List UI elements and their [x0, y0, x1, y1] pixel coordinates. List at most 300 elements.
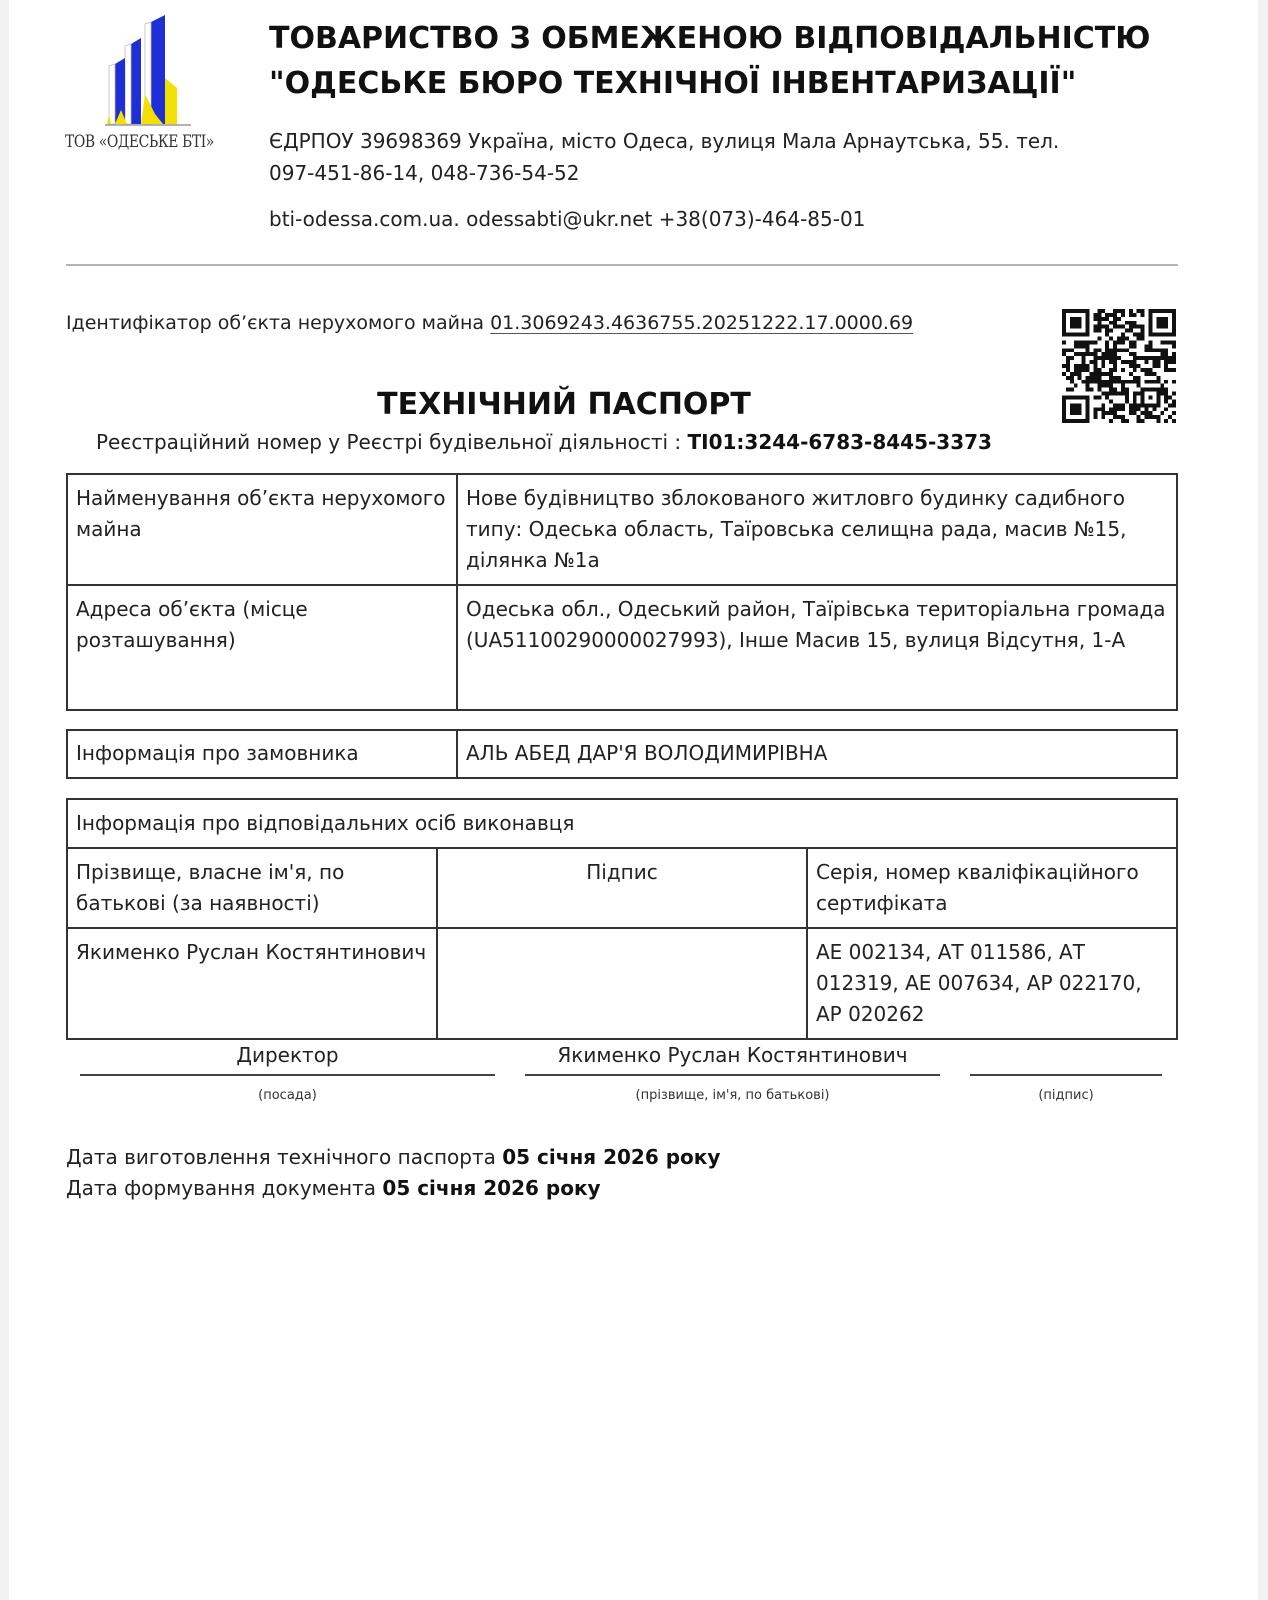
qr-module: [1074, 309, 1078, 313]
qr-module: [1117, 337, 1121, 341]
qr-module: [1148, 380, 1152, 384]
qr-module: [1109, 348, 1113, 352]
qr-module: [1097, 348, 1101, 352]
qr-module: [1082, 368, 1086, 372]
qr-module: [1121, 380, 1125, 384]
qr-module: [1164, 317, 1168, 321]
object-address-label: Адреса об’єкта (місце розташування): [67, 585, 457, 710]
qr-module: [1160, 356, 1164, 360]
qr-module: [1141, 368, 1145, 372]
qr-module: [1141, 403, 1145, 407]
qr-module: [1164, 321, 1168, 325]
qr-module: [1129, 372, 1133, 376]
qr-module: [1078, 364, 1082, 368]
qr-module: [1129, 313, 1133, 317]
qr-module: [1121, 348, 1125, 352]
responsible-persons-table: [66, 798, 1178, 1040]
qr-module: [1113, 309, 1117, 313]
qr-module: [1125, 399, 1129, 403]
qr-module: [1156, 419, 1160, 423]
qr-module: [1093, 317, 1097, 321]
qr-module: [1070, 372, 1074, 376]
header-divider: [66, 264, 1178, 266]
qr-module: [1066, 376, 1070, 380]
qr-module: [1109, 321, 1113, 325]
qr-module: [1133, 399, 1137, 403]
qr-module: [1152, 380, 1156, 384]
qr-module: [1074, 364, 1078, 368]
qr-module: [1121, 337, 1125, 341]
date-formed-value: 05 січня 2026 року: [382, 1176, 601, 1200]
qr-module: [1121, 309, 1125, 313]
qr-module: [1164, 392, 1168, 396]
property-identifier: [66, 308, 913, 338]
qr-module: [1156, 309, 1160, 313]
qr-module: [1148, 372, 1152, 376]
qr-module: [1141, 325, 1145, 329]
qr-module: [1121, 340, 1125, 344]
qr-module: [1097, 376, 1101, 380]
qr-module: [1141, 392, 1145, 396]
qr-module: [1066, 333, 1070, 337]
qr-module: [1148, 333, 1152, 337]
qr-module: [1086, 321, 1090, 325]
document-page: [9, 0, 1258, 1600]
qr-module: [1086, 329, 1090, 333]
qr-module: [1105, 356, 1109, 360]
qr-module: [1164, 356, 1168, 360]
qr-module: [1109, 352, 1113, 356]
qr-module: [1097, 325, 1101, 329]
qr-module: [1156, 376, 1160, 380]
qr-module: [1113, 356, 1117, 360]
qr-module: [1152, 372, 1156, 376]
qr-module: [1062, 348, 1066, 352]
qr-module: [1129, 321, 1133, 325]
qr-module: [1109, 356, 1113, 360]
qr-module: [1090, 352, 1094, 356]
qr-module: [1172, 368, 1176, 372]
qr-module: [1145, 344, 1149, 348]
qr-module: [1172, 419, 1176, 423]
buildings-logo-icon: [65, 14, 240, 134]
qr-module: [1125, 388, 1129, 392]
qr-module: [1145, 403, 1149, 407]
qr-module: [1086, 333, 1090, 337]
qr-module: [1070, 325, 1074, 329]
qr-module: [1078, 317, 1082, 321]
qr-module: [1097, 321, 1101, 325]
qr-module: [1101, 364, 1105, 368]
qr-module: [1117, 309, 1121, 313]
qr-module: [1117, 317, 1121, 321]
qr-module: [1062, 309, 1066, 313]
qr-module: [1160, 352, 1164, 356]
qr-module: [1121, 392, 1125, 396]
qr-module: [1101, 309, 1105, 313]
qr-module: [1074, 340, 1078, 344]
qr-module: [1097, 313, 1101, 317]
qr-module: [1093, 313, 1097, 317]
qr-module: [1156, 317, 1160, 321]
qr-module: [1078, 333, 1082, 337]
qr-module: [1164, 360, 1168, 364]
qr-module: [1145, 348, 1149, 352]
qr-module: [1160, 388, 1164, 392]
qr-module: [1074, 344, 1078, 348]
organization-address: ЄДРПОУ 39698369 Україна, місто Одеса, вулиця Мала Арнаутська, 55. тел.: [269, 129, 1060, 153]
qr-module: [1172, 333, 1176, 337]
qr-module: [1133, 376, 1137, 380]
qr-module: [1145, 380, 1149, 384]
signature-position-field: Директор: [80, 1040, 495, 1076]
qr-module: [1101, 325, 1105, 329]
qr-module: [1133, 407, 1137, 411]
table-row: [67, 585, 1177, 710]
qr-module: [1133, 352, 1137, 356]
qr-module: [1164, 407, 1168, 411]
qr-module: [1141, 395, 1145, 399]
customer-table: [66, 729, 1178, 779]
organization-contacts: [269, 125, 1059, 189]
qr-module: [1105, 340, 1109, 344]
qr-module: [1152, 348, 1156, 352]
qr-module: [1152, 364, 1156, 368]
qr-module: [1093, 376, 1097, 380]
qr-module: [1113, 360, 1117, 364]
qr-module: [1133, 364, 1137, 368]
qr-module: [1172, 403, 1176, 407]
qr-module: [1121, 388, 1125, 392]
qr-module: [1097, 356, 1101, 360]
qr-module: [1086, 309, 1090, 313]
qr-module: [1097, 372, 1101, 376]
qr-module: [1168, 360, 1172, 364]
qr-module: [1109, 376, 1113, 380]
qr-module: [1078, 344, 1082, 348]
qr-module: [1145, 411, 1149, 415]
qr-module: [1164, 380, 1168, 384]
qr-module: [1168, 415, 1172, 419]
qr-module: [1093, 348, 1097, 352]
qr-module: [1078, 309, 1082, 313]
qr-module: [1066, 356, 1070, 360]
qr-module: [1172, 340, 1176, 344]
qr-module: [1070, 376, 1074, 380]
qr-module: [1168, 333, 1172, 337]
qr-module: [1152, 360, 1156, 364]
column-header-signature: Підпис: [437, 848, 807, 928]
qr-module: [1137, 380, 1141, 384]
qr-module: [1148, 309, 1152, 313]
qr-module: [1137, 419, 1141, 423]
qr-module: [1086, 352, 1090, 356]
qr-module: [1133, 313, 1137, 317]
organization-title-line-1: ТОВАРИСТВО З ОБМЕЖЕНОЮ ВІДПОВІДАЛЬНІСТЮ: [269, 21, 1151, 56]
qr-module: [1148, 395, 1152, 399]
qr-module: [1172, 356, 1176, 360]
qr-module: [1172, 411, 1176, 415]
qr-module: [1097, 317, 1101, 321]
qr-module: [1074, 333, 1078, 337]
qr-module: [1078, 352, 1082, 356]
qr-module: [1062, 340, 1066, 344]
qr-module: [1148, 340, 1152, 344]
qr-module: [1137, 337, 1141, 341]
organization-phones: 097-451-86-14, 048-736-54-52: [269, 161, 580, 185]
qr-module: [1168, 309, 1172, 313]
qr-module: [1121, 368, 1125, 372]
qr-module: [1090, 340, 1094, 344]
qr-module: [1105, 348, 1109, 352]
qr-module: [1129, 340, 1133, 344]
qr-module: [1121, 313, 1125, 317]
qr-module: [1129, 344, 1133, 348]
qr-module: [1082, 364, 1086, 368]
qr-module: [1125, 348, 1129, 352]
qr-module: [1129, 360, 1133, 364]
qr-module: [1148, 403, 1152, 407]
object-address-value: Одеська обл., Одеський район, Таїрівська територіальна громада (UA51100290000027993), Інше Масив 15, вулиця Відсутня, 1-А: [457, 585, 1177, 710]
qr-module: [1129, 329, 1133, 333]
qr-module: [1172, 352, 1176, 356]
qr-module: [1093, 325, 1097, 329]
qr-module: [1172, 380, 1176, 384]
qr-module: [1148, 313, 1152, 317]
qr-module: [1156, 415, 1160, 419]
qr-module: [1172, 321, 1176, 325]
organization-title: [269, 16, 1150, 106]
qr-module: [1109, 372, 1113, 376]
qr-module: [1141, 337, 1145, 341]
qr-module: [1082, 352, 1086, 356]
qr-module: [1168, 340, 1172, 344]
responsible-name: Якименко Руслан Костянтинович: [67, 928, 437, 1039]
qr-module: [1164, 340, 1168, 344]
signature-sign-caption: (підпис): [1038, 1088, 1094, 1103]
qr-module: [1125, 360, 1129, 364]
qr-module: [1133, 356, 1137, 360]
qr-module: [1148, 321, 1152, 325]
table-row: [67, 799, 1177, 848]
qr-module: [1105, 329, 1109, 333]
qr-module: [1078, 372, 1082, 376]
qr-module: [1125, 329, 1129, 333]
qr-module: [1078, 325, 1082, 329]
column-header-name: Прізвище, власне ім'я, по батькові (за наявності): [67, 848, 437, 928]
qr-module: [1070, 333, 1074, 337]
qr-module: [1156, 403, 1160, 407]
qr-module: [1137, 356, 1141, 360]
qr-module: [1093, 364, 1097, 368]
customer-label: Інформація про замовника: [67, 730, 457, 778]
qr-module: [1062, 364, 1066, 368]
qr-module: [1160, 325, 1164, 329]
qr-module: [1097, 368, 1101, 372]
qr-module: [1137, 403, 1141, 407]
qr-module: [1105, 333, 1109, 337]
qr-module: [1086, 364, 1090, 368]
qr-module: [1141, 419, 1145, 423]
column-header-certificate: Серія, номер кваліфікаційного сертифіката: [807, 848, 1177, 928]
qr-module: [1160, 309, 1164, 313]
qr-module: [1129, 309, 1133, 313]
qr-module: [1105, 325, 1109, 329]
qr-module: [1156, 399, 1160, 403]
qr-module: [1125, 380, 1129, 384]
qr-module: [1074, 321, 1078, 325]
qr-module: [1109, 360, 1113, 364]
qr-module: [1062, 317, 1066, 321]
qr-module: [1082, 340, 1086, 344]
qr-module: [1086, 340, 1090, 344]
qr-module: [1145, 360, 1149, 364]
qr-module: [1109, 329, 1113, 333]
qr-module: [1113, 368, 1117, 372]
qr-module: [1078, 368, 1082, 372]
qr-module: [1113, 340, 1117, 344]
organization-web-email: bti-odessa.com.ua. odessabti@ukr.net +38(073)-464-85-01: [269, 207, 866, 231]
qr-module: [1172, 399, 1176, 403]
qr-module: [1086, 313, 1090, 317]
date-formed-line: [66, 1173, 720, 1204]
qr-module: [1160, 384, 1164, 388]
qr-module: [1082, 360, 1086, 364]
qr-module: [1078, 376, 1082, 380]
qr-module: [1148, 368, 1152, 372]
qr-module: [1160, 411, 1164, 415]
qr-module: [1160, 317, 1164, 321]
qr-module: [1156, 392, 1160, 396]
qr-module: [1086, 317, 1090, 321]
logo-caption: ТОВ «ОДЕСЬКЕ БТІ»: [65, 132, 214, 152]
qr-module: [1137, 392, 1141, 396]
qr-module: [1164, 352, 1168, 356]
qr-module: [1113, 321, 1117, 325]
qr-module: [1172, 309, 1176, 313]
qr-module: [1082, 344, 1086, 348]
qr-module: [1129, 380, 1133, 384]
qr-module: [1086, 344, 1090, 348]
qr-module: [1109, 313, 1113, 317]
qr-module: [1129, 407, 1133, 411]
qr-module: [1133, 360, 1137, 364]
qr-module: [1172, 360, 1176, 364]
qr-module: [1113, 352, 1117, 356]
qr-module: [1148, 388, 1152, 392]
qr-module: [1156, 388, 1160, 392]
qr-module: [1093, 352, 1097, 356]
responsible-certificates: АЕ 002134, АТ 011586, АТ 012319, АЕ 007634, АР 022170, АР 020262: [807, 928, 1177, 1039]
qr-module: [1133, 403, 1137, 407]
registration-number-line: [96, 427, 992, 457]
qr-module: [1141, 313, 1145, 317]
qr-module: [1117, 325, 1121, 329]
qr-module: [1164, 419, 1168, 423]
qr-module: [1172, 317, 1176, 321]
qr-module: [1148, 344, 1152, 348]
qr-module: [1160, 333, 1164, 337]
qr-module: [1137, 415, 1141, 419]
qr-module: [1082, 333, 1086, 337]
qr-module: [1156, 395, 1160, 399]
qr-module: [1113, 344, 1117, 348]
qr-module: [1074, 368, 1078, 372]
qr-module: [1074, 372, 1078, 376]
qr-module: [1129, 403, 1133, 407]
qr-module: [1133, 392, 1137, 396]
qr-module: [1113, 313, 1117, 317]
qr-module: [1117, 348, 1121, 352]
qr-module: [1133, 333, 1137, 337]
qr-module: [1148, 415, 1152, 419]
qr-module: [1156, 321, 1160, 325]
qr-module: [1168, 356, 1172, 360]
qr-module: [1121, 325, 1125, 329]
qr-module: [1093, 368, 1097, 372]
qr-module: [1172, 344, 1176, 348]
qr-module: [1148, 356, 1152, 360]
qr-module: [1145, 415, 1149, 419]
qr-module: [1113, 348, 1117, 352]
qr-module: [1164, 388, 1168, 392]
qr-module: [1066, 368, 1070, 372]
qr-module: [1152, 356, 1156, 360]
qr-module: [1160, 392, 1164, 396]
qr-module: [1148, 329, 1152, 333]
qr-module: [1105, 317, 1109, 321]
identifier-value: 01.3069243.4636755.20251222.17.0000.69: [490, 312, 914, 334]
qr-module: [1145, 368, 1149, 372]
qr-module: [1152, 407, 1156, 411]
qr-module: [1152, 333, 1156, 337]
qr-module: [1164, 325, 1168, 329]
qr-module: [1164, 309, 1168, 313]
qr-module: [1129, 325, 1133, 329]
qr-module: [1101, 372, 1105, 376]
responsible-signature: [437, 928, 807, 1039]
qr-module: [1105, 372, 1109, 376]
qr-module: [1137, 333, 1141, 337]
qr-module: [1101, 356, 1105, 360]
qr-module: [1172, 325, 1176, 329]
qr-module: [1148, 348, 1152, 352]
qr-module: [1156, 333, 1160, 337]
qr-module: [1160, 348, 1164, 352]
qr-module: [1074, 317, 1078, 321]
qr-module: [1172, 313, 1176, 317]
qr-module: [1164, 364, 1168, 368]
qr-module: [1097, 309, 1101, 313]
qr-module: [1070, 309, 1074, 313]
qr-module: [1141, 399, 1145, 403]
signature-sign-field: [970, 1040, 1162, 1076]
document-title: ТЕХНІЧНИЙ ПАСПОРТ: [377, 387, 751, 422]
qr-module: [1133, 411, 1137, 415]
date-made-value: 05 січня 2026 року: [502, 1145, 721, 1169]
qr-module: [1082, 356, 1086, 360]
qr-module: [1141, 309, 1145, 313]
qr-module: [1078, 340, 1082, 344]
qr-module: [1137, 364, 1141, 368]
qr-module: [1086, 325, 1090, 329]
qr-module: [1066, 348, 1070, 352]
qr-module: [1133, 321, 1137, 325]
qr-module: [1156, 360, 1160, 364]
date-made-line: [66, 1142, 720, 1173]
qr-module: [1090, 372, 1094, 376]
qr-module: [1148, 411, 1152, 415]
